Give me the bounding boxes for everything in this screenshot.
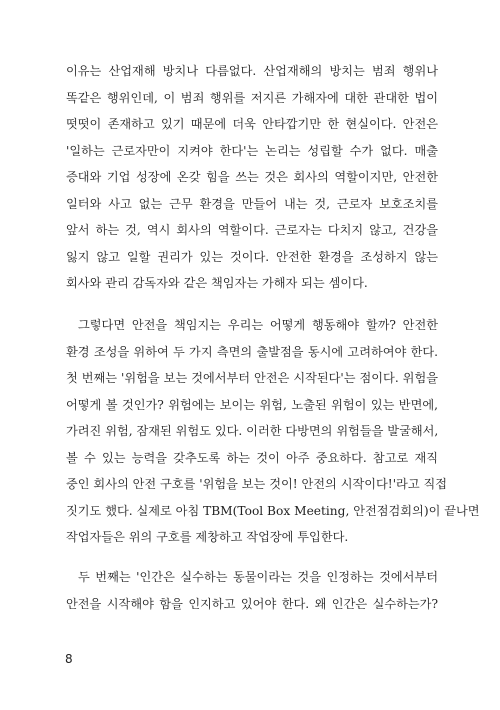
text-line: 중인 회사의 안전 구호를 '위험을 보는 것이! 안전의 시작이다!'라고 직접 xyxy=(66,477,448,491)
text-line: 떳떳이 존재하고 있기 때문에 더욱 안타깝기만 한 현실이다. 안전은 xyxy=(66,117,438,131)
text-line: 이유는 산업재해 방치나 다름없다. 산업재해의 방치는 범죄 행위나 xyxy=(66,64,438,78)
paragraph-3 xyxy=(66,564,438,617)
text-line: 어떻게 볼 것인가? 위험에는 보이는 위험, 노출된 위험이 있는 반면에, xyxy=(66,397,438,412)
text-line: 두 번째는 '인간은 실수하는 동물이라는 것을 인정하는 것에서부터 xyxy=(78,570,438,584)
page-number: 8 xyxy=(65,652,73,666)
text-line: 똑같은 행위인데, 이 범죄 행위를 저지른 가해자에 대한 관대한 법이 xyxy=(66,90,438,105)
text-line: 앞서 하는 것, 역시 회사의 역할이다. 근로자는 다치지 않고, 건강을 xyxy=(66,223,438,237)
text-line: '일하는 근로자만이 지켜야 한다'는 논리는 성립할 수가 없다. 매출 xyxy=(66,143,438,158)
text-line: 환경 조성을 위하여 두 가지 측면의 출발점을 동시에 고려하여야 한다. xyxy=(66,344,438,359)
text-line: 그렇다면 안전을 책임지는 우리는 어떻게 행동해야 할까? 안전한 xyxy=(78,318,438,332)
text-line: 볼 수 있는 능력을 갖추도록 하는 것이 아주 중요하다. 참고로 재직 xyxy=(66,450,438,465)
text-line: 짓기도 했다. 실제로 아침 TBM(Tool Box Meeting, 안전점검회의)이 끝나면 xyxy=(66,503,480,518)
text-line: 일터와 사고 없는 근무 환경을 만들어 내는 것, 근로자 보호조치를 xyxy=(66,196,438,211)
text-line: 회사와 관리 감독자와 같은 책임자는 가해자 되는 셈이다. xyxy=(66,276,368,290)
text-line: 작업자들은 위의 구호를 제창하고 작업장에 투입한다. xyxy=(66,530,349,544)
text-line: 가려진 위험, 잠재된 위험도 있다. 이러한 다방면의 위험들을 발굴해서, xyxy=(66,424,439,438)
paragraph-1 xyxy=(66,58,438,297)
text-line: 첫 번째는 '위험을 보는 것에서부터 안전은 시작된다'는 점이다. 위험을 xyxy=(66,371,438,385)
text-line: 증대와 기업 성장에 온갖 힘을 쓰는 것은 회사의 역할이지만, 안전한 xyxy=(66,170,438,184)
paragraph-2 xyxy=(66,312,480,551)
text-line: 잃지 않고 일할 권리가 있는 것이다. 안전한 환경을 조성하지 않는 xyxy=(66,249,438,264)
text-line: 안전을 시작해야 함을 인지하고 있어야 한다. 왜 인간은 실수하는가? xyxy=(66,596,438,611)
